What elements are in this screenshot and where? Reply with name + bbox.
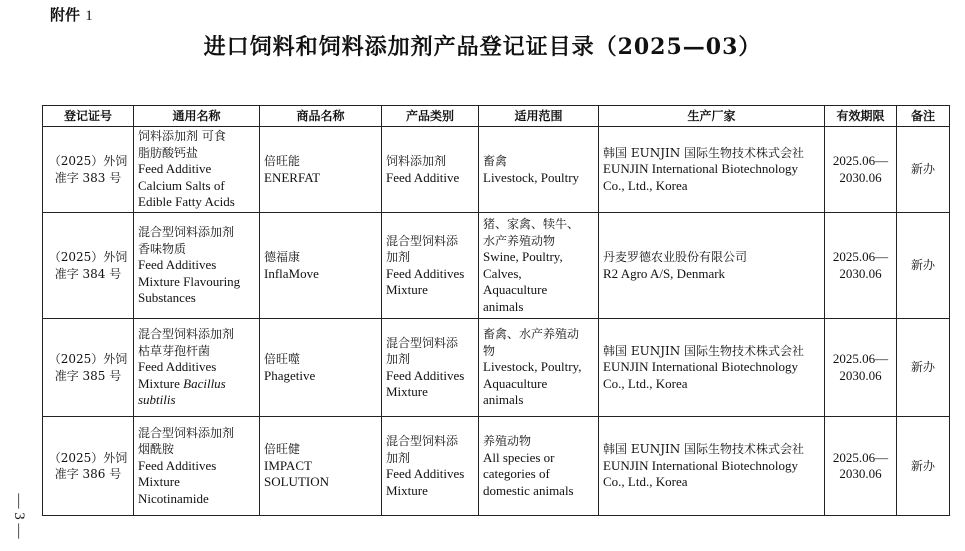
trade-name-line: InflaMove bbox=[264, 265, 319, 281]
scope-line: 水产养殖动物 bbox=[483, 233, 556, 248]
category-line: 混合型饲料添 bbox=[386, 335, 459, 350]
manufacturer-cell bbox=[599, 417, 825, 516]
generic-name-cell bbox=[134, 213, 260, 319]
header-reg-no: 登记证号 bbox=[43, 106, 134, 127]
generic-name-line: Mixture Flavouring bbox=[138, 273, 241, 289]
generic-name-line: Feed Additive bbox=[138, 161, 212, 177]
validity-line: 2030.06 bbox=[839, 169, 882, 185]
attachment-label bbox=[50, 4, 93, 25]
category-line: Mixture bbox=[386, 384, 428, 399]
trade-name-line: SOLUTION bbox=[264, 474, 329, 490]
scope-line: animals bbox=[483, 392, 524, 408]
validity-line: 2030.06 bbox=[839, 367, 882, 383]
validity-line: 2025.06— bbox=[832, 153, 889, 168]
reg-no-cell bbox=[43, 319, 134, 417]
category-line: Feed Additives bbox=[386, 466, 465, 481]
manufacturer-line: EUNJIN International Biotechnology bbox=[603, 161, 798, 177]
generic-name-line: Calcium Salts of bbox=[138, 177, 225, 193]
manufacturer-line: 韩国 EUNJIN 国际生物技术株式会社 bbox=[603, 145, 805, 160]
category-line: Feed Additives bbox=[386, 367, 465, 383]
scope-cell bbox=[479, 213, 599, 319]
remark-cell: 新办 bbox=[897, 213, 950, 319]
scope-line: 猪、家禽、犊牛、 bbox=[483, 217, 580, 231]
generic-name-line: Mixture bbox=[138, 474, 180, 490]
manufacturer-line: 韩国 EUNJIN 国际生物技术株式会社 bbox=[603, 343, 805, 358]
reg-no-line: （2025）外饲 bbox=[48, 250, 128, 264]
category-line: 加剂 bbox=[386, 450, 411, 465]
attachment-text: 附件 bbox=[50, 6, 81, 24]
category-line: 混合型饲料添 bbox=[386, 233, 459, 248]
manufacturer-line: Co., Ltd., Korea bbox=[603, 177, 688, 193]
reg-no-cell bbox=[43, 417, 134, 516]
reg-no-line: 准字 384 号 bbox=[54, 266, 122, 281]
header-manufacturer: 生产厂家 bbox=[599, 106, 825, 127]
trade-name-line: 倍旺噬 bbox=[264, 352, 301, 366]
generic-name-line: Substances bbox=[138, 290, 196, 306]
table-row bbox=[43, 417, 950, 516]
reg-no-line: （2025）外饲 bbox=[48, 352, 128, 366]
generic-name-cell bbox=[134, 127, 260, 213]
manufacturer-line: EUNJIN International Biotechnology bbox=[603, 457, 798, 473]
scope-line: Aquaculture bbox=[483, 282, 548, 297]
generic-name-line: Nicotinamide bbox=[138, 490, 209, 506]
scope-line: Livestock, Poultry, bbox=[483, 359, 582, 375]
trade-name-cell bbox=[260, 417, 382, 516]
scope-line: categories of bbox=[483, 466, 550, 481]
category-line: Feed Additives bbox=[386, 265, 465, 281]
generic-name-line: 混合型饲料添加剂 bbox=[138, 327, 235, 342]
header-validity: 有效期限 bbox=[825, 106, 897, 127]
validity-line: 2030.06 bbox=[839, 466, 882, 481]
generic-name-line: Feed Additives bbox=[138, 257, 217, 273]
reg-no-cell bbox=[43, 213, 134, 319]
trade-name-line: ENERFAT bbox=[264, 169, 321, 185]
validity-cell bbox=[825, 213, 897, 319]
genus-name: Bacillus bbox=[183, 375, 226, 391]
generic-name-line: 饲料添加剂 可食 bbox=[138, 129, 226, 144]
scope-line: 养殖动物 bbox=[483, 434, 532, 448]
header-trade-name: 商品名称 bbox=[260, 106, 382, 127]
generic-name-line: Feed Additives bbox=[138, 457, 217, 473]
reg-no-line: 准字 383 号 bbox=[54, 170, 122, 185]
generic-name-line: 脂肪酸钙盐 bbox=[138, 145, 199, 160]
remark-cell: 新办 bbox=[897, 319, 950, 417]
generic-name-line: 混合型饲料添加剂 bbox=[138, 425, 235, 440]
manufacturer-cell bbox=[599, 319, 825, 417]
category-line: Mixture bbox=[386, 482, 428, 498]
manufacturer-line: Co., Ltd., Korea bbox=[603, 375, 688, 391]
trade-name-cell bbox=[260, 319, 382, 417]
validity-cell bbox=[825, 319, 897, 417]
scope-line: All species or bbox=[483, 449, 555, 465]
validity-line: 2025.06— bbox=[832, 249, 889, 264]
validity-cell bbox=[825, 127, 897, 213]
trade-name-cell bbox=[260, 213, 382, 319]
reg-no-line: （2025）外饲 bbox=[48, 154, 128, 168]
scope-line: 畜禽 bbox=[483, 154, 508, 168]
reg-no-line: 准字 386 号 bbox=[54, 467, 122, 481]
scope-line: 物 bbox=[483, 343, 496, 358]
category-line: 加剂 bbox=[386, 250, 411, 264]
manufacturer-cell bbox=[599, 213, 825, 319]
category-line: Mixture bbox=[386, 282, 428, 297]
validity-line: 2025.06— bbox=[832, 351, 889, 366]
validity-line: 2025.06— bbox=[832, 449, 889, 465]
reg-no-line: 准字 385 号 bbox=[54, 368, 122, 383]
manufacturer-line: 丹麦罗德农业股份有限公司 bbox=[603, 250, 748, 264]
generic-name-line: Feed Additives bbox=[138, 359, 217, 375]
table-header-row bbox=[43, 106, 950, 127]
header-generic-name: 通用名称 bbox=[134, 106, 260, 127]
category-line: 加剂 bbox=[386, 352, 411, 366]
scope-line: Livestock, Poultry bbox=[483, 169, 580, 185]
species-name: subtilis bbox=[138, 392, 176, 408]
manufacturer-line: EUNJIN International Biotechnology bbox=[603, 359, 798, 375]
generic-name-line: 香味物质 bbox=[138, 241, 187, 256]
generic-name-line: 枯草芽孢杆菌 bbox=[138, 343, 211, 358]
scope-line: Aquaculture bbox=[483, 375, 548, 391]
validity-line: 2030.06 bbox=[839, 265, 882, 281]
generic-name-line: 混合型饲料添加剂 bbox=[138, 225, 235, 240]
generic-name-line: Edible Fatty Acids bbox=[138, 194, 235, 210]
generic-name-cell bbox=[134, 319, 260, 417]
category-cell bbox=[382, 213, 479, 319]
header-remark: 备注 bbox=[897, 106, 950, 127]
trade-name-line: IMPACT bbox=[264, 457, 312, 473]
category-line: 饲料添加剂 bbox=[386, 154, 447, 168]
generic-name-line bbox=[138, 376, 255, 393]
attachment-number: 1 bbox=[85, 8, 93, 24]
manufacturer-line: R2 Agro A/S, Denmark bbox=[603, 265, 726, 281]
reg-no-cell bbox=[43, 127, 134, 213]
scope-line: Calves, bbox=[483, 265, 522, 281]
category-line: 混合型饲料添 bbox=[386, 434, 459, 448]
validity-cell bbox=[825, 417, 897, 516]
manufacturer-line: 韩国 EUNJIN 国际生物技术株式会社 bbox=[603, 442, 805, 457]
reg-no-line: （2025）外饲 bbox=[48, 450, 128, 465]
table-row bbox=[43, 213, 950, 319]
header-category: 产品类别 bbox=[382, 106, 479, 127]
manufacturer-cell bbox=[599, 127, 825, 213]
header-scope: 适用范围 bbox=[479, 106, 599, 127]
generic-name-cell bbox=[134, 417, 260, 516]
trade-name-line: 德福康 bbox=[264, 250, 301, 264]
table-row bbox=[43, 127, 950, 213]
manufacturer-line: Co., Ltd., Korea bbox=[603, 474, 688, 490]
trade-name-line: 倍旺能 bbox=[264, 154, 301, 168]
scope-line: domestic animals bbox=[483, 482, 574, 498]
scope-line: Swine, Poultry, bbox=[483, 249, 563, 264]
page-title: 进口饲料和饲料添加剂产品登记证目录（2025—03） bbox=[203, 34, 762, 60]
remark-cell: 新办 bbox=[897, 127, 950, 213]
category-cell bbox=[382, 127, 479, 213]
scope-cell bbox=[479, 127, 599, 213]
page-number bbox=[4, 460, 30, 539]
generic-name-word: Mixture bbox=[138, 375, 180, 391]
registration-table bbox=[42, 105, 950, 516]
trade-name-cell bbox=[260, 127, 382, 213]
category-cell bbox=[382, 319, 479, 417]
trade-name-line: 倍旺健 bbox=[264, 442, 301, 457]
remark-cell: 新办 bbox=[897, 417, 950, 516]
category-line: Feed Additive bbox=[386, 169, 460, 185]
scope-cell bbox=[479, 319, 599, 417]
category-cell bbox=[382, 417, 479, 516]
page-number-text: — 3 — bbox=[11, 493, 27, 539]
scope-line: 畜禽、水产养殖动 bbox=[483, 327, 580, 342]
generic-name-line: 烟酰胺 bbox=[138, 442, 175, 457]
scope-line: animals bbox=[483, 298, 524, 314]
scope-cell bbox=[479, 417, 599, 516]
table-row bbox=[43, 319, 950, 417]
trade-name-line: Phagetive bbox=[264, 367, 316, 383]
